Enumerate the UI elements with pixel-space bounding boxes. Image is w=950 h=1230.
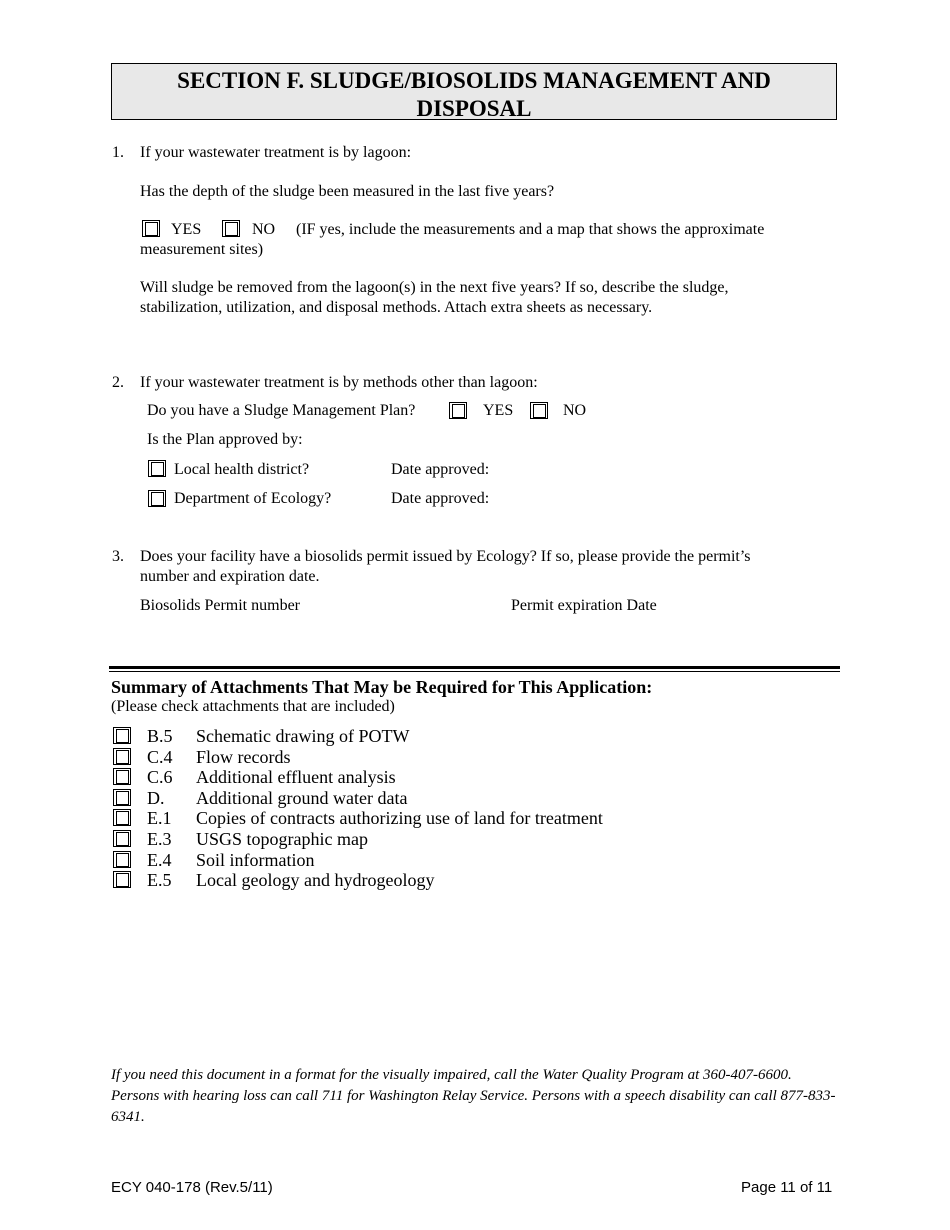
attachment-label: USGS topographic map xyxy=(196,829,368,849)
attachment-code: B.5 xyxy=(147,726,173,746)
q1-note-line1: (IF yes, include the measurements and a map that shows the approximate xyxy=(296,221,765,238)
attachment-code: C.4 xyxy=(147,746,173,767)
attachment-checkbox[interactable] xyxy=(113,809,131,826)
section-title-line1: SECTION F. SLUDGE/BIOSOLIDS MANAGEMENT AND xyxy=(177,68,771,93)
attachment-label: Schematic drawing of POTW xyxy=(196,726,410,746)
accessibility-note: If you need this document in a format for the visually impaired, call the Water Quality Program at 360-407-6600. Persons with hearing loss can call 711 for Washington Relay Service. Persons with a speech disability can call 877-833-6341. xyxy=(111,1067,836,1125)
q1-yes-checkbox[interactable] xyxy=(142,220,160,237)
attachment-label: Soil information xyxy=(196,849,315,870)
q2-ecology-checkbox[interactable] xyxy=(148,490,166,507)
section-header xyxy=(111,63,837,120)
q3-permit-number-label: Biosolids Permit number xyxy=(140,597,300,614)
q2-ecology-label: Department of Ecology? xyxy=(174,490,332,507)
q2-intro: If your wastewater treatment is by methods other than lagoon: xyxy=(140,374,538,391)
q2-number: 2. xyxy=(112,374,124,391)
q2-local-health-date-label: Date approved: xyxy=(391,461,490,478)
attachment-code: C.6 xyxy=(147,767,173,788)
section-title-line2: DISPOSAL xyxy=(416,96,532,121)
attachment-code: E.4 xyxy=(147,849,172,870)
q2-local-health-label: Local health district? xyxy=(174,461,310,478)
summary-subtitle: (Please check attachments that are included) xyxy=(111,698,395,715)
q2-ecology-date-label: Date approved: xyxy=(391,490,490,507)
attachment-code: E.1 xyxy=(147,808,172,829)
attachment-checkbox[interactable] xyxy=(113,768,131,785)
q2-yes-checkbox[interactable] xyxy=(449,402,467,419)
attachment-label: Additional effluent analysis xyxy=(196,767,396,788)
q1-note-line2: measurement sites) xyxy=(140,241,264,258)
q2-no-label: NO xyxy=(563,402,587,419)
q3-line2: number and expiration date. xyxy=(140,568,320,585)
attachment-checkbox[interactable] xyxy=(113,748,131,765)
attachment-label: Local geology and hydrogeology xyxy=(196,870,435,891)
q1-removal-line2: stabilization, utilization, and disposal methods. Attach extra sheets as necessary. xyxy=(140,299,653,316)
q1-no-checkbox[interactable] xyxy=(222,220,240,237)
q2-yes-label: YES xyxy=(483,402,514,419)
q1-no-label: NO xyxy=(252,221,276,238)
divider-thin xyxy=(109,671,840,672)
attachment-label: Copies of contracts authorizing use of land for treatment xyxy=(196,808,603,829)
attachment-code: E.3 xyxy=(147,829,172,849)
attachment-code: E.5 xyxy=(147,870,172,891)
attachment-checkbox[interactable] xyxy=(113,851,131,868)
form-id: ECY 040-178 (Rev.5/11) xyxy=(111,1179,273,1196)
q1-removal-line1: Will sludge be removed from the lagoon(s) in the next five years? If so, describe the sludge, xyxy=(140,279,729,296)
q3-number: 3. xyxy=(112,548,124,565)
q1-number: 1. xyxy=(112,144,124,161)
summary-title: Summary of Attachments That May be Required for This Application: xyxy=(111,677,653,697)
q3-line1: Does your facility have a biosolids permit issued by Ecology? If so, please provide the permit’s xyxy=(140,548,751,565)
q2-local-health-checkbox[interactable] xyxy=(148,460,166,477)
attachment-checkbox[interactable] xyxy=(113,789,131,806)
q1-intro: If your wastewater treatment is by lagoon: xyxy=(140,144,412,161)
q3-permit-expiration-label: Permit expiration Date xyxy=(511,597,657,614)
attachment-checkbox[interactable] xyxy=(113,871,131,888)
q1-depth-question: Has the depth of the sludge been measured in the last five years? xyxy=(140,183,555,200)
divider-thick xyxy=(109,666,840,669)
attachment-code: D. xyxy=(147,787,165,808)
q2-approved-by: Is the Plan approved by: xyxy=(147,431,303,448)
q2-no-checkbox[interactable] xyxy=(530,402,548,419)
attachment-label: Additional ground water data xyxy=(196,787,408,808)
attachment-checkbox[interactable] xyxy=(113,727,131,744)
q2-plan-question: Do you have a Sludge Management Plan? xyxy=(147,402,416,419)
page-number: Page 11 of 11 xyxy=(741,1179,833,1196)
attachment-checkbox[interactable] xyxy=(113,830,131,847)
q1-yes-label: YES xyxy=(171,221,202,238)
attachment-label: Flow records xyxy=(196,746,291,767)
